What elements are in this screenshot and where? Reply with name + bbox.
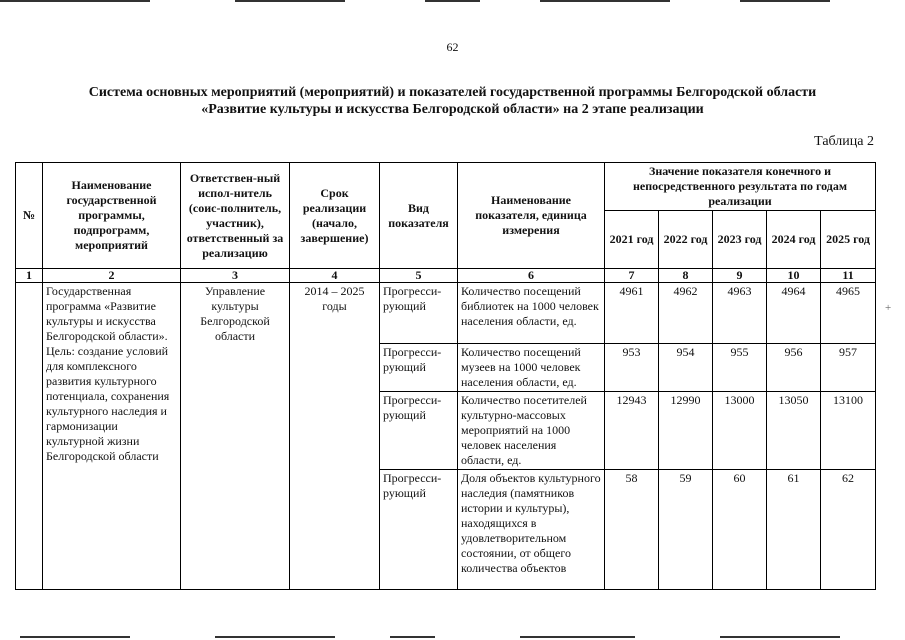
indicator-value: 62 — [821, 470, 876, 590]
indicator-value: 58 — [605, 470, 659, 590]
column-numbers-row — [16, 269, 876, 283]
scan-edge-line — [720, 636, 840, 638]
indicator-value: 956 — [767, 344, 821, 392]
indicator-value: 59 — [659, 470, 713, 590]
indicator-name: Количество посещений музеев на 1000 человек населения области, ед. — [458, 344, 605, 392]
program-num — [16, 283, 43, 590]
program-responsible: Управление культуры Белгородской области — [181, 283, 290, 590]
scan-edge-line — [740, 0, 830, 2]
indicator-type: Прогресси-рующий — [380, 392, 458, 470]
indicator-value: 953 — [605, 344, 659, 392]
indicators-table — [15, 162, 876, 590]
indicator-value: 4963 — [713, 283, 767, 344]
scan-edge-line — [215, 636, 335, 638]
page-number: 62 — [446, 40, 459, 54]
scan-edge-line — [425, 0, 480, 2]
column-number: 2 — [43, 269, 181, 283]
indicator-value: 4962 — [659, 283, 713, 344]
indicator-value: 13050 — [767, 392, 821, 470]
table-row — [16, 283, 876, 344]
column-number: 8 — [659, 269, 713, 283]
margin-mark: + — [885, 302, 892, 314]
column-number: 6 — [458, 269, 605, 283]
indicator-value: 954 — [659, 344, 713, 392]
indicator-value: 957 — [821, 344, 876, 392]
table-header-row — [16, 163, 876, 211]
column-number: 7 — [605, 269, 659, 283]
indicator-name: Доля объектов культурного наследия (памятников истории и культуры), находящихся в удовлетворительном состоянии, от общего количества объектов — [458, 470, 605, 590]
column-number: 3 — [181, 269, 290, 283]
indicator-value: 4965 — [821, 283, 876, 344]
column-number: 9 — [713, 269, 767, 283]
indicator-name: Количество посетителей культурно-массовых мероприятий на 1000 человек населения области, ед. — [458, 392, 605, 470]
header-num: № — [16, 163, 43, 269]
scan-edge-line — [540, 0, 670, 2]
column-number: 4 — [290, 269, 380, 283]
column-number: 10 — [767, 269, 821, 283]
indicator-value: 4961 — [605, 283, 659, 344]
document-title-line-1: Система основных мероприятий (мероприятий) и показателей государственной программы Белгородской области — [88, 85, 817, 100]
column-number: 11 — [821, 269, 876, 283]
indicator-value: 12943 — [605, 392, 659, 470]
scan-edge-line — [520, 636, 635, 638]
indicator-value: 13000 — [713, 392, 767, 470]
header-year: 2021 год — [605, 211, 659, 269]
scan-edge-line — [0, 0, 150, 2]
header-values-group: Значение показателя конечного и непосредственного результата по годам реализации — [605, 163, 876, 211]
header-responsible: Ответствен-ный испол-нитель (соис-полнитель, участник), ответственный за реализацию — [181, 163, 290, 269]
header-indicator-type: Вид показателя — [380, 163, 458, 269]
document-title — [20, 84, 885, 118]
scan-edge-line — [235, 0, 345, 2]
header-name: Наименование государственной программы, подпрограмм, мероприятий — [43, 163, 181, 269]
header-year: 2024 год — [767, 211, 821, 269]
program-name: Государственная программа «Развитие культуры и искусства Белгородской области». Цель: создание условий для комплексного развития культурного потенциала, сохранения культурного наследия и гармонизации культурной жизни Белгородской области — [43, 283, 181, 590]
indicator-value: 61 — [767, 470, 821, 590]
header-term: Срок реализации (начало, завершение) — [290, 163, 380, 269]
scan-edge-line — [20, 636, 130, 638]
table-caption: Таблица 2 — [814, 134, 874, 149]
indicator-value: 13100 — [821, 392, 876, 470]
indicator-value: 12990 — [659, 392, 713, 470]
column-number: 5 — [380, 269, 458, 283]
program-term: 2014 – 2025 годы — [290, 283, 380, 590]
scan-edge-line — [390, 636, 435, 638]
indicator-type: Прогресси-рующий — [380, 344, 458, 392]
indicator-value: 60 — [713, 470, 767, 590]
header-year: 2023 год — [713, 211, 767, 269]
indicator-type: Прогресси-рующий — [380, 470, 458, 590]
header-year: 2025 год — [821, 211, 876, 269]
document-title-line-2: «Развитие культуры и искусства Белгородской области» на 2 этапе реализации — [201, 102, 704, 117]
column-number: 1 — [16, 269, 43, 283]
header-indicator-name: Наименование показателя, единица измерения — [458, 163, 605, 269]
indicator-value: 4964 — [767, 283, 821, 344]
indicator-type: Прогресси-рующий — [380, 283, 458, 344]
indicator-name: Количество посещений библиотек на 1000 человек населения области, ед. — [458, 283, 605, 344]
header-year: 2022 год — [659, 211, 713, 269]
indicator-value: 955 — [713, 344, 767, 392]
